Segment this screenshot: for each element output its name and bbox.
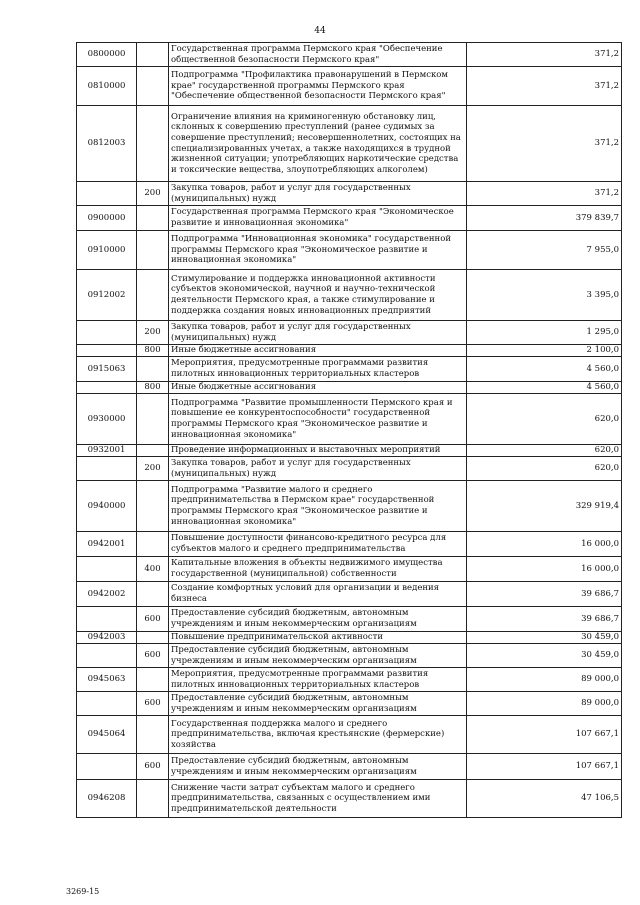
table-row (77, 754, 622, 780)
row-expense-type-cell: 800 (137, 345, 169, 357)
row-amount-cell: 1 295,0 (467, 321, 622, 345)
row-amount-cell: 39 686,7 (467, 582, 622, 607)
row-amount-cell: 4 560,0 (467, 357, 622, 382)
row-name-cell: Предоставление субсидий бюджетным, автономным учреждениям и иным некоммерческим организациям (169, 754, 467, 780)
row-amount-cell: 371,2 (467, 106, 622, 182)
row-code-cell (77, 457, 137, 481)
row-name-cell: Иные бюджетные ассигнования (169, 382, 467, 394)
row-expense-type-cell (137, 582, 169, 607)
row-name-cell: Мероприятия, предусмотренные программами развития пилотных инновационных территориальных кластеров (169, 668, 467, 692)
row-amount-cell: 89 000,0 (467, 692, 622, 716)
row-code-cell: 0930000 (77, 394, 137, 445)
row-expense-type-cell (137, 67, 169, 106)
row-expense-type-cell (137, 106, 169, 182)
table-row (77, 182, 622, 206)
table-row (77, 668, 622, 692)
row-code-cell: 0812003 (77, 106, 137, 182)
row-expense-type-cell: 400 (137, 557, 169, 582)
row-code-cell (77, 644, 137, 668)
row-amount-cell: 89 000,0 (467, 668, 622, 692)
row-code-cell: 0932001 (77, 445, 137, 457)
row-expense-type-cell (137, 357, 169, 382)
row-amount-cell: 620,0 (467, 394, 622, 445)
row-name-cell: Закупка товаров, работ и услуг для государственных (муниципальных) нужд (169, 321, 467, 345)
row-name-cell: Государственная поддержка малого и среднего предпринимательства, включая крестьянские (фермерские) хозяйства (169, 716, 467, 754)
table-row (77, 206, 622, 231)
row-expense-type-cell: 200 (137, 457, 169, 481)
row-amount-cell: 329 919,4 (467, 481, 622, 532)
row-code-cell: 0900000 (77, 206, 137, 231)
row-name-cell: Подпрограмма "Профилактика правонарушений в Пермском крае" государственной программы Пермского края "Обеспечение общественной безопасности Пермского края" (169, 67, 467, 106)
row-code-cell (77, 321, 137, 345)
row-code-cell: 0800000 (77, 43, 137, 67)
table-row (77, 321, 622, 345)
row-amount-cell: 2 100,0 (467, 345, 622, 357)
table-row (77, 67, 622, 106)
table-row (77, 357, 622, 382)
row-expense-type-cell (137, 206, 169, 231)
row-amount-cell: 30 459,0 (467, 644, 622, 668)
row-code-cell (77, 692, 137, 716)
row-amount-cell: 620,0 (467, 445, 622, 457)
row-amount-cell: 620,0 (467, 457, 622, 481)
row-expense-type-cell: 600 (137, 607, 169, 632)
row-expense-type-cell (137, 445, 169, 457)
row-code-cell (77, 345, 137, 357)
row-name-cell: Предоставление субсидий бюджетным, автономным учреждениям и иным некоммерческим организациям (169, 644, 467, 668)
row-expense-type-cell (137, 716, 169, 754)
table-row (77, 532, 622, 557)
row-name-cell: Подпрограмма "Инновационная экономика" государственной программы Пермского края "Экономическое развитие и инновационная экономика" (169, 231, 467, 270)
row-code-cell: 0946208 (77, 780, 137, 818)
row-code-cell: 0945063 (77, 668, 137, 692)
row-expense-type-cell (137, 270, 169, 321)
row-code-cell (77, 557, 137, 582)
table-row (77, 481, 622, 532)
row-amount-cell: 107 667,1 (467, 754, 622, 780)
row-code-cell: 0942001 (77, 532, 137, 557)
table-row (77, 382, 622, 394)
row-name-cell: Повышение доступности финансово-кредитного ресурса для субъектов малого и среднего предпринимательства (169, 532, 467, 557)
row-expense-type-cell (137, 394, 169, 445)
row-amount-cell: 107 667,1 (467, 716, 622, 754)
table-row (77, 394, 622, 445)
row-name-cell: Повышение предпринимательской активности (169, 632, 467, 644)
table-row (77, 607, 622, 632)
row-expense-type-cell: 600 (137, 692, 169, 716)
table-row (77, 632, 622, 644)
document-code: 3269-15 (66, 887, 100, 896)
table-row (77, 644, 622, 668)
row-code-cell (77, 607, 137, 632)
row-amount-cell: 47 106,5 (467, 780, 622, 818)
row-name-cell: Ограничение влияния на криминогенную обстановку лиц, склонных к совершению преступлений (ранее судимых за совершение преступлений; несовершеннолетних, состоящих на специализированных учетах, а также находящихся в трудной жизненной ситуации; употребляющих наркотические средства и токсические вещества, злоупотребляющих алкоголем) (169, 106, 467, 182)
row-name-cell: Предоставление субсидий бюджетным, автономным учреждениям и иным некоммерческим организациям (169, 692, 467, 716)
row-name-cell: Подпрограмма "Развитие малого и среднего предпринимательства в Пермском крае" государственной программы Пермского края "Экономическое развитие и инновационная экономика" (169, 481, 467, 532)
row-name-cell: Мероприятия, предусмотренные программами развития пилотных инновационных территориальных кластеров (169, 357, 467, 382)
row-expense-type-cell (137, 231, 169, 270)
row-amount-cell: 4 560,0 (467, 382, 622, 394)
row-name-cell: Снижение части затрат субъектам малого и среднего предпринимательства, связанных с осуществлением ими предпринимательской деятельности (169, 780, 467, 818)
row-expense-type-cell (137, 532, 169, 557)
row-code-cell (77, 754, 137, 780)
row-expense-type-cell (137, 43, 169, 67)
row-amount-cell: 39 686,7 (467, 607, 622, 632)
row-name-cell: Закупка товаров, работ и услуг для государственных (муниципальных) нужд (169, 457, 467, 481)
row-code-cell: 0940000 (77, 481, 137, 532)
table-row (77, 692, 622, 716)
row-expense-type-cell: 200 (137, 321, 169, 345)
budget-table-body (77, 43, 622, 818)
row-name-cell: Государственная программа Пермского края "Экономическое развитие и инновационная экономика" (169, 206, 467, 231)
row-name-cell: Закупка товаров, работ и услуг для государственных (муниципальных) нужд (169, 182, 467, 206)
row-expense-type-cell: 200 (137, 182, 169, 206)
table-row (77, 716, 622, 754)
row-name-cell: Иные бюджетные ассигнования (169, 345, 467, 357)
row-expense-type-cell: 600 (137, 754, 169, 780)
budget-table (76, 42, 622, 818)
row-code-cell: 0915063 (77, 357, 137, 382)
row-expense-type-cell (137, 668, 169, 692)
row-amount-cell: 371,2 (467, 43, 622, 67)
row-code-cell: 0810000 (77, 67, 137, 106)
row-amount-cell: 7 955,0 (467, 231, 622, 270)
row-expense-type-cell (137, 632, 169, 644)
row-code-cell (77, 182, 137, 206)
table-row (77, 457, 622, 481)
table-row (77, 780, 622, 818)
table-row (77, 557, 622, 582)
table-row (77, 231, 622, 270)
table-row (77, 270, 622, 321)
table-row (77, 345, 622, 357)
row-name-cell: Подпрограмма "Развитие промышленности Пермского края и повышение ее конкурентоспособности" государственной программы Пермского края "Экономическое развитие и инновационная экономика" (169, 394, 467, 445)
row-code-cell (77, 382, 137, 394)
row-amount-cell: 3 395,0 (467, 270, 622, 321)
table-row (77, 43, 622, 67)
row-code-cell: 0912002 (77, 270, 137, 321)
row-name-cell: Предоставление субсидий бюджетным, автономным учреждениям и иным некоммерческим организациям (169, 607, 467, 632)
row-expense-type-cell: 600 (137, 644, 169, 668)
row-amount-cell: 371,2 (467, 182, 622, 206)
row-amount-cell: 30 459,0 (467, 632, 622, 644)
row-amount-cell: 371,2 (467, 67, 622, 106)
row-expense-type-cell (137, 780, 169, 818)
row-name-cell: Стимулирование и поддержка инновационной активности субъектов экономической, научной и научно-технической деятельности Пермского края, а также стимулирование и поддержка создания новых инновационных предприятий (169, 270, 467, 321)
row-expense-type-cell: 800 (137, 382, 169, 394)
table-row (77, 445, 622, 457)
row-code-cell: 0942003 (77, 632, 137, 644)
row-name-cell: Капитальные вложения в объекты недвижимого имущества государственной (муниципальной) собственности (169, 557, 467, 582)
row-code-cell: 0942002 (77, 582, 137, 607)
row-code-cell: 0945064 (77, 716, 137, 754)
row-amount-cell: 379 839,7 (467, 206, 622, 231)
table-row (77, 582, 622, 607)
row-amount-cell: 16 000,0 (467, 557, 622, 582)
row-name-cell: Создание комфортных условий для организации и ведения бизнеса (169, 582, 467, 607)
row-amount-cell: 16 000,0 (467, 532, 622, 557)
table-row (77, 106, 622, 182)
row-expense-type-cell (137, 481, 169, 532)
row-name-cell: Проведение информационных и выставочных мероприятий (169, 445, 467, 457)
row-code-cell: 0910000 (77, 231, 137, 270)
page-number: 44 (314, 26, 326, 36)
row-name-cell: Государственная программа Пермского края "Обеспечение общественной безопасности Пермского края" (169, 43, 467, 67)
